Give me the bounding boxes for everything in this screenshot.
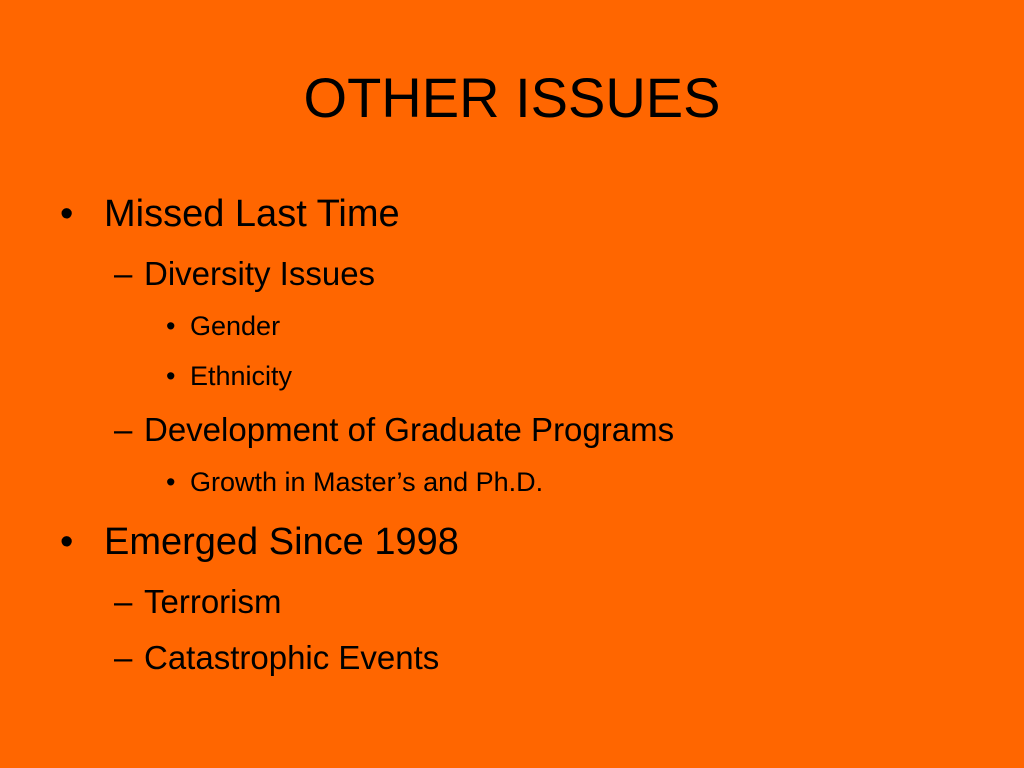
sub-item-text: Terrorism (144, 583, 282, 620)
sub-sub-item-text: Growth in Master’s and Ph.D. (190, 467, 544, 497)
bullet-text: Emerged Since 1998 (104, 521, 459, 563)
bullet-marker: • (60, 521, 74, 563)
sub-item-text: Development of Graduate Programs (144, 411, 675, 448)
dash-marker: – (114, 639, 133, 676)
dash-marker: – (114, 583, 133, 620)
bullet-marker: • (166, 311, 176, 341)
sub-item (114, 254, 375, 294)
dash-marker: – (114, 411, 133, 448)
sub-sub-item-text: Ethnicity (190, 361, 293, 391)
bullet-text: Missed Last Time (104, 193, 400, 235)
bullet-marker: • (166, 361, 176, 391)
sub-item-text: Catastrophic Events (144, 639, 440, 676)
bullet-item (60, 520, 459, 564)
bullet-item (60, 192, 400, 236)
sub-item (114, 582, 282, 622)
sub-sub-item (166, 360, 292, 392)
slide-title: OTHER ISSUES (303, 66, 721, 129)
dash-marker: – (114, 255, 133, 292)
bullet-marker: • (166, 467, 176, 497)
sub-item (114, 410, 674, 450)
sub-item-text: Diversity Issues (144, 255, 376, 292)
bullet-marker: • (60, 193, 74, 235)
sub-sub-item (166, 310, 280, 342)
sub-sub-item (166, 466, 543, 498)
sub-sub-item-text: Gender (190, 311, 281, 341)
sub-item (114, 638, 439, 678)
